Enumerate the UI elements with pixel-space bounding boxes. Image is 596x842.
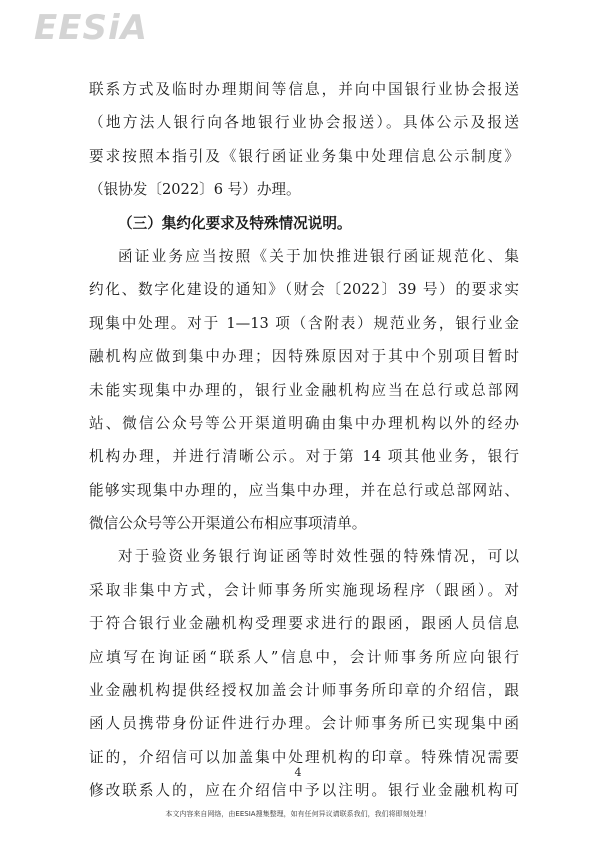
page-number: 4 <box>294 766 302 779</box>
paragraph-line: 函证业务应当按照《关于加快推进银行函证规范化、集 <box>118 247 519 265</box>
paragraph-line: 应填写在询证函“联系人”信息中，会计师事务所应向银行 <box>89 648 519 666</box>
paragraph-line: 未能实现集中办理的，银行业金融机构应当在总行或总部网 <box>89 381 519 399</box>
eesia-logo: EESiA <box>34 8 148 48</box>
paragraph-line: 现集中处理。对于 1—13 项（含附表）规范业务，银行业金 <box>89 314 519 332</box>
paragraph-line: （地方法人银行向各地银行业协会报送）。具体公示及报送 <box>89 114 519 132</box>
paragraph-line: 能够实现集中办理的，应当集中办理，并在总行或总部网站、 <box>89 481 519 499</box>
paragraph-line: 联系方式及临时办理期间等信息，并向中国银行业协会报送 <box>89 81 519 98</box>
paragraph-line: 函人员携带身份证件进行办理。会计师事务所已实现集中函 <box>89 715 519 733</box>
paragraph-line: 对于验资业务银行询证函等时效性强的特殊情况，可以 <box>118 548 519 566</box>
paragraph-line: 采取非集中方式，会计师事务所实施现场程序（跟函）。对 <box>89 581 519 599</box>
paragraph-line: 站、微信公众号等公开渠道明确由集中办理机构以外的经办 <box>89 414 519 432</box>
paragraph-line: 修改联系人的，应在介绍信中予以注明。银行业金融机构可 <box>89 782 519 800</box>
paragraph-line: 约化、数字化建设的通知》（财会〔2022〕39 号）的要求实 <box>89 281 519 299</box>
paragraph-line: 业金融机构提供经授权加盖会计师事务所印章的介绍信，跟 <box>89 682 519 700</box>
paragraph-line: （银协发〔2022〕6 号）办理。 <box>89 181 301 199</box>
document-body <box>89 73 519 808</box>
paragraph-line: 于符合银行业金融机构受理要求进行的跟函，跟函人员信息 <box>89 615 519 633</box>
paragraph-line: 机构办理，并进行清晰公示。对于第 14 项其他业务，银行 <box>89 448 519 466</box>
paragraph-line: 证的，介绍信可以加盖集中处理机构的印章。特殊情况需要 <box>89 748 519 766</box>
section-heading: （三）集约化要求及特殊情况说明。 <box>118 214 352 232</box>
footer-disclaimer: 本文内容来自网络，由EESIA搜集整理，如有任何异议请联系我们，我们将即刻处理！ <box>165 810 431 818</box>
paragraph-line: 要求按照本指引及《银行函证业务集中处理信息公示制度》 <box>89 147 519 165</box>
paragraph-line: 微信公众号等公开渠道公布相应事项清单。 <box>89 515 367 533</box>
paragraph-line: 融机构应做到集中办理；因特殊原因对于其中个别项目暂时 <box>89 348 519 366</box>
